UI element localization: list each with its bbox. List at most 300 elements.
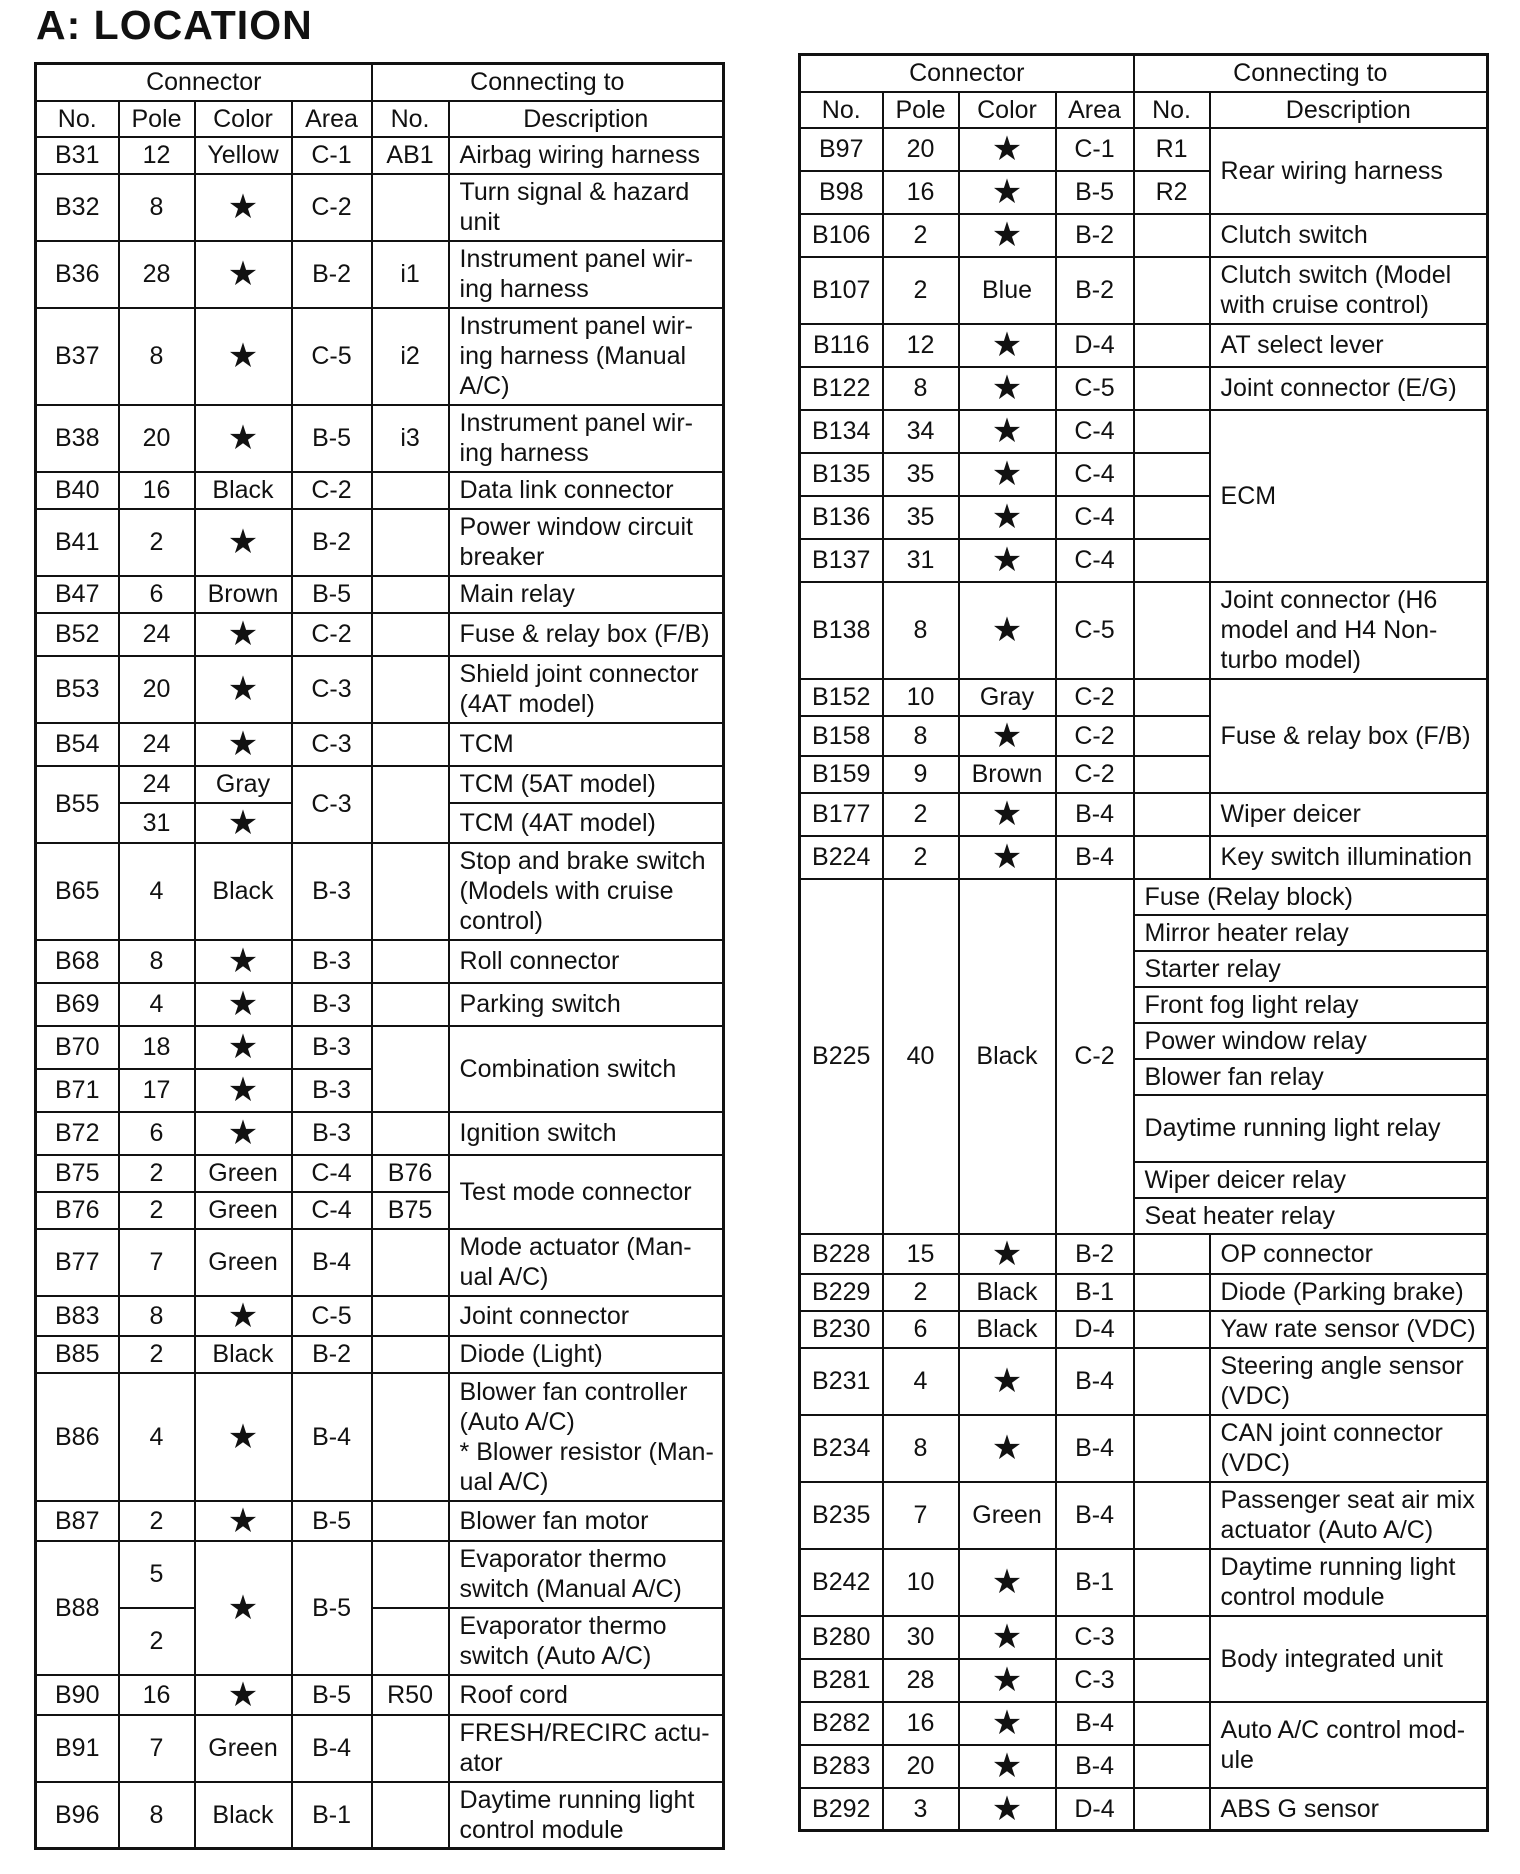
star-icon: ★ (195, 1541, 292, 1675)
description: TCM (4AT model) (449, 803, 724, 843)
connector-no: B70 (36, 1026, 119, 1069)
pole: 2 (883, 793, 959, 836)
pole: 12 (883, 324, 959, 367)
area: B-5 (292, 1675, 372, 1715)
table-row (36, 983, 724, 1026)
description: Roof cord (449, 1675, 724, 1715)
area: C-5 (292, 308, 372, 405)
area: D-4 (1056, 324, 1134, 367)
relay-item: Starter relay (1134, 951, 1488, 987)
table-row (800, 1311, 1488, 1348)
area: B-1 (1056, 1274, 1134, 1311)
table-row (800, 410, 1488, 453)
connecting-no (1134, 1311, 1210, 1348)
header-description: Description (1210, 92, 1488, 128)
relay-item: Fuse (Relay block) (1134, 879, 1488, 915)
pole: 4 (119, 983, 195, 1026)
pole: 8 (119, 1296, 195, 1336)
pole: 24 (119, 766, 195, 803)
table-row (36, 1541, 724, 1608)
description: Joint connector (E/G) (1210, 367, 1488, 410)
connector-no: B38 (36, 405, 119, 472)
connector-no: B234 (800, 1415, 883, 1482)
area: C-3 (1056, 1616, 1134, 1659)
description: Daytime running light control module (449, 1782, 724, 1849)
connector-no: B69 (36, 983, 119, 1026)
header-color: Color (195, 101, 292, 137)
color: Black (195, 843, 292, 940)
table-row (800, 582, 1488, 679)
pole: 15 (883, 1234, 959, 1274)
color: Yellow (195, 137, 292, 174)
connecting-no (372, 1608, 449, 1675)
table-row (800, 257, 1488, 324)
description: Clutch switch (Model with cruise control) (1210, 257, 1488, 324)
connecting-no (1134, 257, 1210, 324)
connector-no: B91 (36, 1715, 119, 1782)
connecting-no: B76 (372, 1155, 449, 1192)
area: B-4 (292, 1373, 372, 1501)
star-icon: ★ (959, 1702, 1056, 1745)
color: Black (959, 1274, 1056, 1311)
connector-no: B292 (800, 1788, 883, 1831)
color: Black (195, 472, 292, 509)
color: Gray (959, 679, 1056, 716)
pole: 3 (883, 1788, 959, 1831)
table-row (36, 1373, 724, 1501)
description: Power window circuit breaker (449, 509, 724, 576)
star-icon: ★ (959, 214, 1056, 257)
pole: 16 (883, 171, 959, 214)
color: Green (195, 1192, 292, 1229)
pole: 8 (119, 1782, 195, 1849)
description: Mode actuator (Man-ual A/C) (449, 1229, 724, 1296)
area: C-1 (292, 137, 372, 174)
pole: 17 (119, 1069, 195, 1112)
table-row (800, 793, 1488, 836)
pole: 20 (883, 1745, 959, 1788)
color: Green (195, 1715, 292, 1782)
connecting-no (1134, 496, 1210, 539)
area: C-4 (1056, 496, 1134, 539)
area: B-4 (292, 1229, 372, 1296)
connector-no: B225 (800, 879, 883, 1234)
pole: 2 (119, 1608, 195, 1675)
star-icon: ★ (959, 1549, 1056, 1616)
connector-no: B75 (36, 1155, 119, 1192)
color: Green (195, 1155, 292, 1192)
pole: 18 (119, 1026, 195, 1069)
area: C-2 (1056, 679, 1134, 716)
area: D-4 (1056, 1311, 1134, 1348)
connector-no: B122 (800, 367, 883, 410)
pole: 2 (883, 257, 959, 324)
description: Steering angle sensor (VDC) (1210, 1348, 1488, 1415)
pole: 16 (883, 1702, 959, 1745)
relay-item: Front fog light relay (1134, 987, 1488, 1023)
star-icon: ★ (195, 241, 292, 308)
connecting-no (372, 766, 449, 843)
connecting-no (1134, 756, 1210, 793)
table-row (800, 214, 1488, 257)
area: C-4 (1056, 453, 1134, 496)
description: Joint connector (449, 1296, 724, 1336)
pole: 35 (883, 496, 959, 539)
connector-no: B98 (800, 171, 883, 214)
connector-no: B107 (800, 257, 883, 324)
header-connecting-to: Connecting to (1134, 55, 1488, 92)
pole: 4 (119, 1373, 195, 1501)
connector-no: B159 (800, 756, 883, 793)
connecting-no (372, 613, 449, 656)
star-icon: ★ (195, 940, 292, 983)
color: Gray (195, 766, 292, 803)
star-icon: ★ (959, 1415, 1056, 1482)
description: Daytime running light control module (1210, 1549, 1488, 1616)
header-no: No. (36, 101, 119, 137)
connecting-no (372, 723, 449, 766)
connecting-no (1134, 1274, 1210, 1311)
area: B-3 (292, 940, 372, 983)
connecting-no (1134, 1745, 1210, 1788)
area: C-3 (292, 656, 372, 723)
area: B-1 (292, 1782, 372, 1849)
connecting-no (372, 940, 449, 983)
description: Body integrated unit (1210, 1616, 1488, 1702)
connector-no: B281 (800, 1659, 883, 1702)
table-row (36, 613, 724, 656)
table-row (36, 576, 724, 613)
header-connecting-to: Connecting to (372, 64, 724, 101)
description: Shield joint connector (4AT model) (449, 656, 724, 723)
connector-no: B224 (800, 836, 883, 879)
connecting-no (372, 1541, 449, 1608)
area: B-4 (1056, 1415, 1134, 1482)
header-to-no: No. (372, 101, 449, 137)
connector-no: B76 (36, 1192, 119, 1229)
area: B-4 (1056, 793, 1134, 836)
connector-no: B41 (36, 509, 119, 576)
pole: 10 (883, 679, 959, 716)
description: Data link connector (449, 472, 724, 509)
pole: 8 (883, 367, 959, 410)
connector-no: B134 (800, 410, 883, 453)
connector-no: B152 (800, 679, 883, 716)
area: B-4 (292, 1715, 372, 1782)
pole: 8 (119, 308, 195, 405)
right-connector-table (798, 53, 1489, 1832)
area: C-2 (1056, 716, 1134, 756)
pole: 24 (119, 613, 195, 656)
area: B-5 (292, 1541, 372, 1675)
connector-no: B242 (800, 1549, 883, 1616)
connector-no: B53 (36, 656, 119, 723)
description: Evaporator thermo switch (Manual A/C) (449, 1541, 724, 1608)
connecting-no (1134, 367, 1210, 410)
relay-item: Wiper deicer relay (1134, 1162, 1488, 1198)
area: C-2 (292, 174, 372, 241)
pole: 8 (119, 940, 195, 983)
connecting-no (372, 1782, 449, 1849)
connecting-no (1134, 1348, 1210, 1415)
description: Auto A/C control mod-ule (1210, 1702, 1488, 1788)
connecting-no: AB1 (372, 137, 449, 174)
pole: 6 (119, 576, 195, 613)
description: Roll connector (449, 940, 724, 983)
description: AT select lever (1210, 324, 1488, 367)
star-icon: ★ (195, 1373, 292, 1501)
area: B-5 (292, 405, 372, 472)
pole: 2 (119, 509, 195, 576)
connecting-no: R2 (1134, 171, 1210, 214)
area: B-2 (1056, 1234, 1134, 1274)
description: ABS G sensor (1210, 1788, 1488, 1831)
description: Turn signal & hazard unit (449, 174, 724, 241)
description: Ignition switch (449, 1112, 724, 1155)
pole: 28 (119, 241, 195, 308)
star-icon: ★ (959, 1659, 1056, 1702)
star-icon: ★ (959, 410, 1056, 453)
connector-no: B138 (800, 582, 883, 679)
pole: 6 (119, 1112, 195, 1155)
pole: 31 (883, 539, 959, 582)
pole: 5 (119, 1541, 195, 1608)
pole: 4 (883, 1348, 959, 1415)
area: B-1 (1056, 1549, 1134, 1616)
pole: 2 (119, 1336, 195, 1373)
table-row (800, 1348, 1488, 1415)
table-row (36, 1112, 724, 1155)
area: B-4 (1056, 1482, 1134, 1549)
table-row (36, 1608, 724, 1675)
connector-no: B86 (36, 1373, 119, 1501)
description: Airbag wiring harness (449, 137, 724, 174)
star-icon: ★ (959, 128, 1056, 171)
star-icon: ★ (959, 1234, 1056, 1274)
table-row (800, 679, 1488, 716)
description-line: Blower fan controller (Auto A/C) (459, 1377, 688, 1436)
header-to-no: No. (1134, 92, 1210, 128)
star-icon: ★ (959, 539, 1056, 582)
relay-item: Blower fan relay (1134, 1059, 1488, 1095)
connecting-no (1134, 1234, 1210, 1274)
connector-no: B158 (800, 716, 883, 756)
connecting-no (372, 983, 449, 1026)
area: B-5 (1056, 171, 1134, 214)
area: B-2 (1056, 214, 1134, 257)
table-row (36, 843, 724, 940)
connecting-no (1134, 453, 1210, 496)
star-icon: ★ (195, 174, 292, 241)
pole: 20 (883, 128, 959, 171)
connecting-no (372, 174, 449, 241)
description: Evaporator thermo switch (Auto A/C) (449, 1608, 724, 1675)
area: B-4 (1056, 836, 1134, 879)
star-icon: ★ (195, 308, 292, 405)
connecting-no (372, 1296, 449, 1336)
connector-no: B90 (36, 1675, 119, 1715)
connecting-no (1134, 539, 1210, 582)
connector-no: B55 (36, 766, 119, 843)
header-no: No. (800, 92, 883, 128)
star-icon: ★ (195, 656, 292, 723)
description: Fuse & relay box (F/B) (1210, 679, 1488, 793)
table-row (800, 1415, 1488, 1482)
color: Black (195, 1782, 292, 1849)
area: B-5 (292, 1501, 372, 1541)
connecting-no: R1 (1134, 128, 1210, 171)
connector-no: B283 (800, 1745, 883, 1788)
star-icon: ★ (959, 1788, 1056, 1831)
area: C-2 (1056, 756, 1134, 793)
description: Main relay (449, 576, 724, 613)
connecting-no (372, 1336, 449, 1373)
color: Green (959, 1482, 1056, 1549)
area: C-5 (292, 1296, 372, 1336)
connector-no: B77 (36, 1229, 119, 1296)
connecting-no (1134, 716, 1210, 756)
star-icon: ★ (959, 496, 1056, 539)
connecting-no (372, 1715, 449, 1782)
connector-no: B282 (800, 1702, 883, 1745)
table-row (36, 1715, 724, 1782)
connecting-no: B75 (372, 1192, 449, 1229)
header-description: Description (449, 101, 724, 137)
pole: 8 (119, 174, 195, 241)
pole: 35 (883, 453, 959, 496)
description: OP connector (1210, 1234, 1488, 1274)
relay-item: Power window relay (1134, 1023, 1488, 1059)
pole: 2 (119, 1501, 195, 1541)
area: B-4 (1056, 1745, 1134, 1788)
area: C-4 (292, 1155, 372, 1192)
description: Instrument panel wir-ing harness (449, 241, 724, 308)
description: Parking switch (449, 983, 724, 1026)
connector-no: B37 (36, 308, 119, 405)
star-icon: ★ (959, 367, 1056, 410)
pole: 20 (119, 405, 195, 472)
star-icon: ★ (195, 803, 292, 843)
star-icon: ★ (959, 453, 1056, 496)
connector-no: B229 (800, 1274, 883, 1311)
area: B-2 (292, 509, 372, 576)
description: Yaw rate sensor (VDC) (1210, 1311, 1488, 1348)
star-icon: ★ (195, 613, 292, 656)
pole: 2 (119, 1155, 195, 1192)
pole: 30 (883, 1616, 959, 1659)
connecting-no (1134, 679, 1210, 716)
connector-no: B135 (800, 453, 883, 496)
table-row (36, 1675, 724, 1715)
description: Diode (Light) (449, 1336, 724, 1373)
connecting-no (1134, 1659, 1210, 1702)
area: B-3 (292, 983, 372, 1026)
connecting-no (1134, 1549, 1210, 1616)
area: C-3 (292, 766, 372, 843)
description: Combination switch (449, 1026, 724, 1112)
area: C-5 (1056, 582, 1134, 679)
star-icon: ★ (195, 723, 292, 766)
description: Blower fan motor (449, 1501, 724, 1541)
description: Key switch illumination (1210, 836, 1488, 879)
description: Clutch switch (1210, 214, 1488, 257)
connector-no: B54 (36, 723, 119, 766)
connecting-no (372, 472, 449, 509)
connecting-no: i3 (372, 405, 449, 472)
connecting-no (1134, 1616, 1210, 1659)
relay-item: Daytime running light relay (1134, 1095, 1488, 1162)
area: B-4 (1056, 1348, 1134, 1415)
area: B-3 (292, 1026, 372, 1069)
star-icon: ★ (195, 509, 292, 576)
description: Stop and brake switch (Models with cruise control) (449, 843, 724, 940)
area: C-2 (292, 472, 372, 509)
star-icon: ★ (195, 1501, 292, 1541)
table-row (36, 174, 724, 241)
table-row (36, 472, 724, 509)
area: B-2 (292, 1336, 372, 1373)
table-row (36, 405, 724, 472)
description: Joint connector (H6 model and H4 Non-turbo model) (1210, 582, 1488, 679)
pole: 4 (119, 843, 195, 940)
table-row (800, 1482, 1488, 1549)
table-row (36, 241, 724, 308)
connecting-no (372, 509, 449, 576)
color: Black (195, 1336, 292, 1373)
connector-no: B83 (36, 1296, 119, 1336)
connecting-no (1134, 1482, 1210, 1549)
table-row (800, 128, 1488, 171)
color: Brown (195, 576, 292, 613)
relay-item: Seat heater relay (1134, 1198, 1488, 1234)
table-row (800, 1788, 1488, 1831)
pole: 6 (883, 1311, 959, 1348)
table-row (36, 656, 724, 723)
connector-no: B32 (36, 174, 119, 241)
header-connector: Connector (800, 55, 1134, 92)
star-icon: ★ (195, 1675, 292, 1715)
header-color: Color (959, 92, 1056, 128)
star-icon: ★ (195, 405, 292, 472)
area: B-4 (1056, 1702, 1134, 1745)
star-icon: ★ (195, 1069, 292, 1112)
area: C-3 (292, 723, 372, 766)
table-row (800, 1234, 1488, 1274)
connector-no: B88 (36, 1541, 119, 1675)
color: Black (959, 1311, 1056, 1348)
star-icon: ★ (959, 171, 1056, 214)
area: B-2 (292, 241, 372, 308)
table-row (800, 1274, 1488, 1311)
connector-no: B235 (800, 1482, 883, 1549)
connector-no: B36 (36, 241, 119, 308)
pole: 7 (119, 1715, 195, 1782)
connector-no: B116 (800, 324, 883, 367)
area: B-3 (292, 843, 372, 940)
area: B-3 (292, 1069, 372, 1112)
pole: 7 (119, 1229, 195, 1296)
description: Rear wiring harness (1210, 128, 1488, 214)
connector-no: B85 (36, 1336, 119, 1373)
table-row (36, 308, 724, 405)
area: B-3 (292, 1112, 372, 1155)
pole: 24 (119, 723, 195, 766)
pole: 16 (119, 472, 195, 509)
table-row (800, 879, 1488, 915)
star-icon: ★ (195, 1112, 292, 1155)
star-icon: ★ (959, 324, 1056, 367)
connecting-no: i1 (372, 241, 449, 308)
